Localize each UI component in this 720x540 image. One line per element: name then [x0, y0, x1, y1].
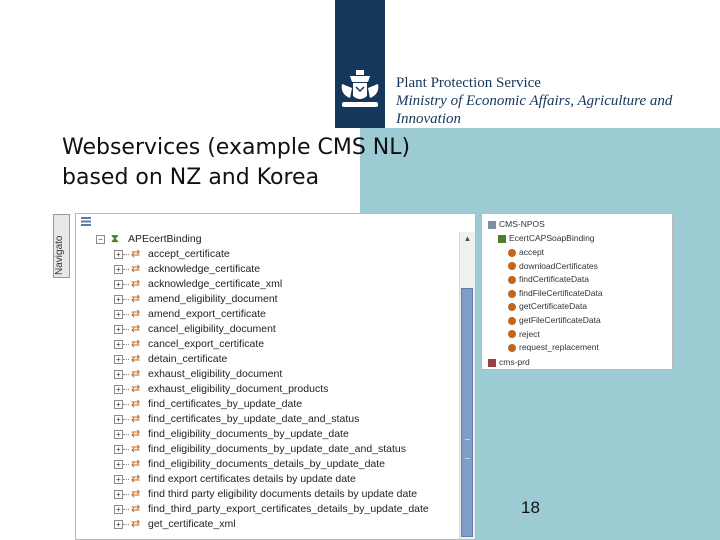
tree-connector	[123, 509, 129, 510]
slide-title	[62, 133, 410, 193]
operation-icon	[508, 290, 516, 298]
tree-connector	[123, 389, 129, 390]
service-icon	[488, 359, 496, 367]
org-line-2: Ministry of Economic Affairs, Agriculture and	[396, 93, 673, 109]
cms-binding-label: EcertCAPSoapBinding	[509, 233, 595, 243]
operation-icon: ⇄	[131, 518, 141, 530]
navigator-tab-label: Navigato	[54, 235, 65, 275]
tree-operation-row[interactable]	[76, 322, 459, 337]
operation-label: find_certificates_by_update_date	[148, 398, 303, 410]
tree-rows	[76, 232, 459, 532]
operation-label: find_eligibility_documents_details_by_update_date	[148, 458, 386, 470]
cms-operation-label: findCertificateData	[519, 274, 589, 285]
binding-tree-panel	[75, 213, 476, 540]
tree-connector	[123, 449, 129, 450]
operation-icon	[508, 303, 516, 311]
operation-icon: ⇄	[131, 293, 141, 305]
operation-label: amend_export_certificate	[148, 308, 266, 320]
tree-operation-row[interactable]	[76, 382, 459, 397]
operation-icon: ⇄	[131, 368, 141, 380]
tree-operation-row[interactable]	[76, 412, 459, 427]
tree-operation-row[interactable]	[76, 397, 459, 412]
operation-icon: ⇄	[131, 263, 141, 275]
tree-connector	[123, 404, 129, 405]
tree-operation-row[interactable]	[76, 277, 459, 292]
organization-name	[396, 74, 672, 128]
tree-operation-row[interactable]	[76, 307, 459, 322]
operation-icon: ⇄	[131, 323, 141, 335]
cms-operation-label: downloadCertificates	[519, 260, 598, 271]
cms-operation-row[interactable]	[508, 272, 589, 286]
expand-icon[interactable]: +	[114, 265, 123, 274]
cms-operation-label: reject	[519, 328, 540, 339]
tree-connector	[123, 434, 129, 435]
operation-label: acknowledge_certificate_xml	[148, 278, 283, 290]
slide-title-line-2: based on NZ and Korea	[62, 165, 320, 190]
operation-icon: ⇄	[131, 248, 141, 260]
operation-icon: ⇄	[131, 278, 141, 290]
cms-root-row[interactable]	[488, 217, 545, 231]
tree-operation-row[interactable]	[76, 502, 459, 517]
tree-connector	[123, 254, 129, 255]
tree-operation-row[interactable]	[76, 442, 459, 457]
operation-icon	[508, 276, 516, 284]
operation-label: exhaust_eligibility_document_products	[148, 383, 329, 395]
tree-connector	[123, 374, 129, 375]
tree-connector	[123, 359, 129, 360]
operation-icon: ⇄	[131, 383, 141, 395]
cms-operation-label: accept	[519, 247, 545, 257]
expand-icon[interactable]: +	[114, 250, 123, 259]
operation-label: find third party eligibility documents details by update date	[148, 488, 418, 500]
tree-root-row[interactable]	[76, 232, 459, 247]
expand-icon[interactable]: +	[114, 385, 123, 394]
cms-operation-row[interactable]	[508, 286, 603, 300]
tree-operation-row[interactable]	[76, 472, 459, 487]
operation-icon: ⇄	[131, 473, 141, 485]
tree-scrollbar[interactable]	[459, 232, 475, 539]
tree-operation-row[interactable]	[76, 247, 459, 262]
operation-icon: ⇄	[131, 353, 141, 365]
tree-connector	[123, 419, 129, 420]
expand-icon[interactable]: +	[114, 490, 123, 499]
tree-connector	[123, 269, 129, 270]
operation-icon	[508, 249, 516, 257]
cms-operation-row[interactable]	[508, 340, 599, 354]
operation-label: cancel_export_certificate	[148, 338, 265, 350]
scroll-thumb[interactable]	[461, 288, 473, 537]
tree-connector	[123, 479, 129, 480]
expand-icon[interactable]: +	[114, 460, 123, 469]
expand-icon[interactable]: +	[114, 295, 123, 304]
expand-icon[interactable]: +	[114, 325, 123, 334]
slide-title-line-1: Webservices (example CMS NL)	[62, 135, 411, 160]
expand-icon[interactable]: +	[114, 400, 123, 409]
expand-icon[interactable]: +	[114, 475, 123, 484]
tree-operation-row[interactable]	[76, 487, 459, 502]
operation-label: find_certificates_by_update_date_and_status	[148, 413, 360, 425]
tree-connector	[123, 524, 129, 525]
tree-operation-row[interactable]	[76, 427, 459, 442]
operation-icon: ⇄	[131, 338, 141, 350]
operation-icon	[508, 262, 516, 270]
operation-icon: ⇄	[131, 398, 141, 410]
operation-icon: ⇄	[131, 428, 141, 440]
operation-label: find export certificates details by update date	[148, 473, 356, 485]
cms-footer-row[interactable]	[488, 355, 530, 369]
expand-icon[interactable]: +	[114, 280, 123, 289]
operation-label: find_eligibility_documents_by_update_date	[148, 428, 349, 440]
coat-of-arms-icon	[338, 68, 382, 112]
cms-operation-label: request_replacement	[519, 342, 599, 353]
operation-label: exhaust_eligibility_document	[148, 368, 283, 380]
operation-icon	[508, 317, 516, 325]
collapse-icon[interactable]: −	[96, 235, 105, 244]
expand-icon[interactable]: +	[114, 415, 123, 424]
operation-icon	[508, 344, 516, 352]
org-line-1: Plant Protection Service	[396, 75, 541, 91]
tree-operation-row[interactable]	[76, 337, 459, 352]
tree-connector	[123, 284, 129, 285]
operation-icon: ⇄	[131, 503, 141, 515]
tree-operation-row[interactable]	[76, 262, 459, 277]
cms-tree-panel	[481, 213, 673, 370]
operation-icon: ⇄	[131, 413, 141, 425]
expand-icon[interactable]: +	[114, 310, 123, 319]
operation-label: find_third_party_export_certificates_details_by_update_date	[148, 503, 429, 515]
operation-icon: ⇄	[131, 488, 141, 500]
cms-root-label: CMS-NPOS	[499, 219, 545, 229]
tree-connector	[123, 494, 129, 495]
cms-operation-row[interactable]	[508, 259, 598, 273]
operation-icon: ⇄	[131, 458, 141, 470]
tree-root-label: APEcertBinding	[128, 233, 202, 245]
operation-label: find_eligibility_documents_by_update_date_and_status	[148, 443, 407, 455]
collapse-all-icon[interactable]	[81, 217, 91, 226]
operation-label: cancel_eligibility_document	[148, 323, 276, 335]
cms-operation-row[interactable]	[508, 313, 601, 327]
operation-icon	[508, 330, 516, 338]
tree-connector	[123, 464, 129, 465]
tree-operation-row[interactable]	[76, 352, 459, 367]
cms-operation-row[interactable]	[508, 327, 540, 341]
binding-icon: ⧗	[111, 233, 119, 245]
cms-operation-label: getFileCertificateData	[519, 315, 601, 325]
operation-label: get_certificate_xml	[148, 518, 236, 530]
binding-icon	[498, 235, 506, 243]
tree-connector	[123, 314, 129, 315]
expand-icon[interactable]: +	[114, 340, 123, 349]
operation-icon: ⇄	[131, 443, 141, 455]
tree-connector	[123, 344, 129, 345]
expand-icon[interactable]: +	[114, 370, 123, 379]
expand-icon[interactable]: +	[114, 355, 123, 364]
navigator-tab[interactable]	[53, 214, 70, 278]
cms-operation-row[interactable]	[508, 299, 587, 313]
cms-footer-label: cms-prd	[499, 357, 530, 367]
org-line-3: Innovation	[396, 111, 461, 127]
expand-icon[interactable]: +	[114, 505, 123, 514]
cms-operation-label: findFileCertificateData	[519, 287, 603, 298]
expand-icon[interactable]: +	[114, 445, 123, 454]
cms-binding-row[interactable]	[498, 231, 595, 245]
operation-label: acknowledge_certificate	[148, 263, 261, 275]
page-number: 18	[521, 498, 540, 517]
tree-operation-row[interactable]	[76, 517, 459, 532]
cms-operation-label: getCertificateData	[519, 301, 588, 312]
tree-connector	[123, 299, 129, 300]
service-icon	[488, 221, 496, 229]
scroll-up-icon[interactable]: ▲	[463, 234, 472, 243]
tree-connector	[123, 329, 129, 330]
expand-icon[interactable]: +	[114, 430, 123, 439]
operation-label: accept_certificate	[148, 248, 230, 260]
scroll-grip	[465, 439, 470, 459]
tree-operation-row[interactable]	[76, 367, 459, 382]
tree-operation-row[interactable]	[76, 457, 459, 472]
operation-icon: ⇄	[131, 308, 141, 320]
operation-label: amend_eligibility_document	[148, 293, 278, 305]
tree-operation-row[interactable]	[76, 292, 459, 307]
expand-icon[interactable]: +	[114, 520, 123, 529]
operation-label: detain_certificate	[148, 353, 228, 365]
cms-operation-row[interactable]	[508, 245, 544, 259]
